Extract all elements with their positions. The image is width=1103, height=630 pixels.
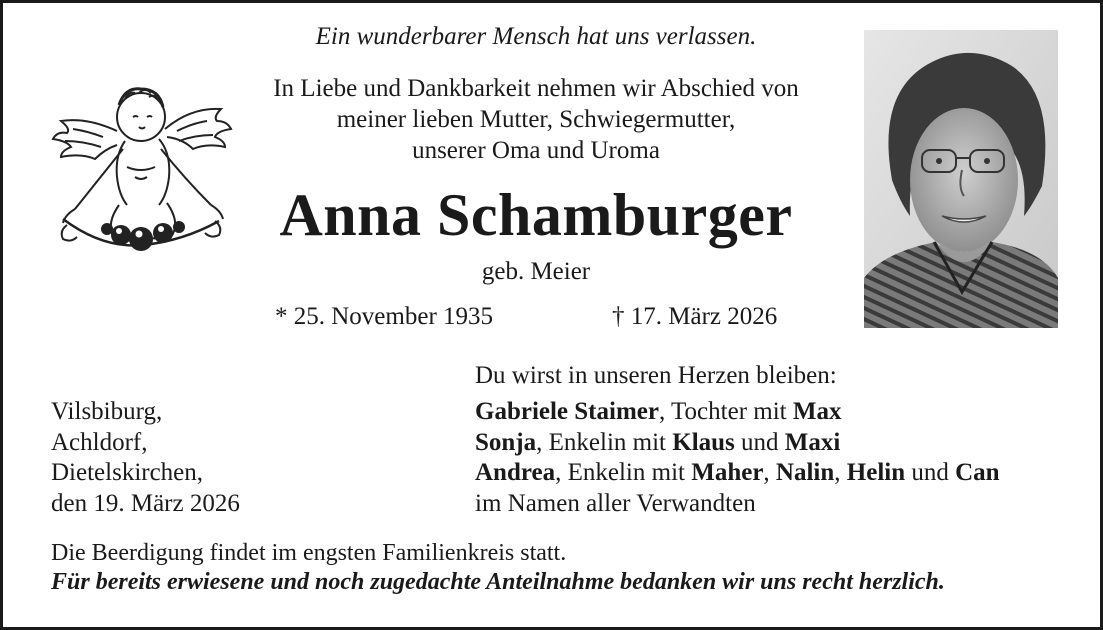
mourners-heading: Du wirst in unseren Herzen bleiben: [475, 362, 837, 389]
mourner-name: Helin [846, 459, 906, 486]
mourner-name: Sonja [475, 429, 537, 456]
mourner-row-2 [475, 429, 840, 457]
farewell-line-3: unserer Oma und Uroma [412, 137, 660, 164]
place-line-3: Dietelskirchen, [51, 459, 204, 486]
place-line-1: Vilsbiburg, [51, 398, 163, 425]
mourner-connector: und [905, 459, 956, 486]
mourner-name: Nalin [775, 459, 835, 486]
mourner-row-1 [475, 398, 841, 426]
mourner-name: Maxi [784, 429, 841, 456]
death-date: † 17. März 2026 [612, 303, 778, 330]
mourner-name: Gabriele Staimer [475, 398, 659, 425]
mourner-connector: , [763, 459, 776, 486]
mourner-relation: , Enkelin mit [536, 429, 673, 456]
mourner-name: Klaus [672, 429, 735, 456]
portrait-photo [864, 30, 1058, 328]
mourner-connector: und [734, 429, 785, 456]
notice-date: den 19. März 2026 [51, 490, 240, 517]
mourners-closing: im Namen aller Verwandten [475, 490, 756, 517]
mourner-name: Max [792, 398, 842, 425]
place-line-2: Achldorf, [51, 429, 148, 456]
intro-line: Ein wunderbarer Mensch hat uns verlassen. [315, 23, 757, 50]
birth-date: * 25. November 1935 [275, 303, 494, 330]
thanks-note: Für bereits erwiesene und noch zugedachte Anteilnahme bedanken wir uns recht herzlich. [51, 569, 945, 595]
mourner-name: Andrea [475, 459, 556, 486]
mourner-row-3 [475, 459, 1000, 487]
funeral-note: Die Beerdigung findet im engsten Familienkreis statt. [51, 540, 567, 566]
mourner-name: Maher [691, 459, 764, 486]
farewell-line-2: meiner lieben Mutter, Schwiegermutter, [336, 106, 736, 133]
mourner-connector: , [834, 459, 847, 486]
farewell-line-1: In Liebe und Dankbarkeit nehmen wir Abschied von [273, 75, 799, 102]
deceased-name: Anna Schamburger [279, 182, 793, 248]
mourner-name: Can [955, 459, 1000, 486]
birth-name: geb. Meier [481, 258, 591, 285]
mourner-relation: , Enkelin mit [555, 459, 692, 486]
mourner-relation: , Tochter mit [658, 398, 793, 425]
